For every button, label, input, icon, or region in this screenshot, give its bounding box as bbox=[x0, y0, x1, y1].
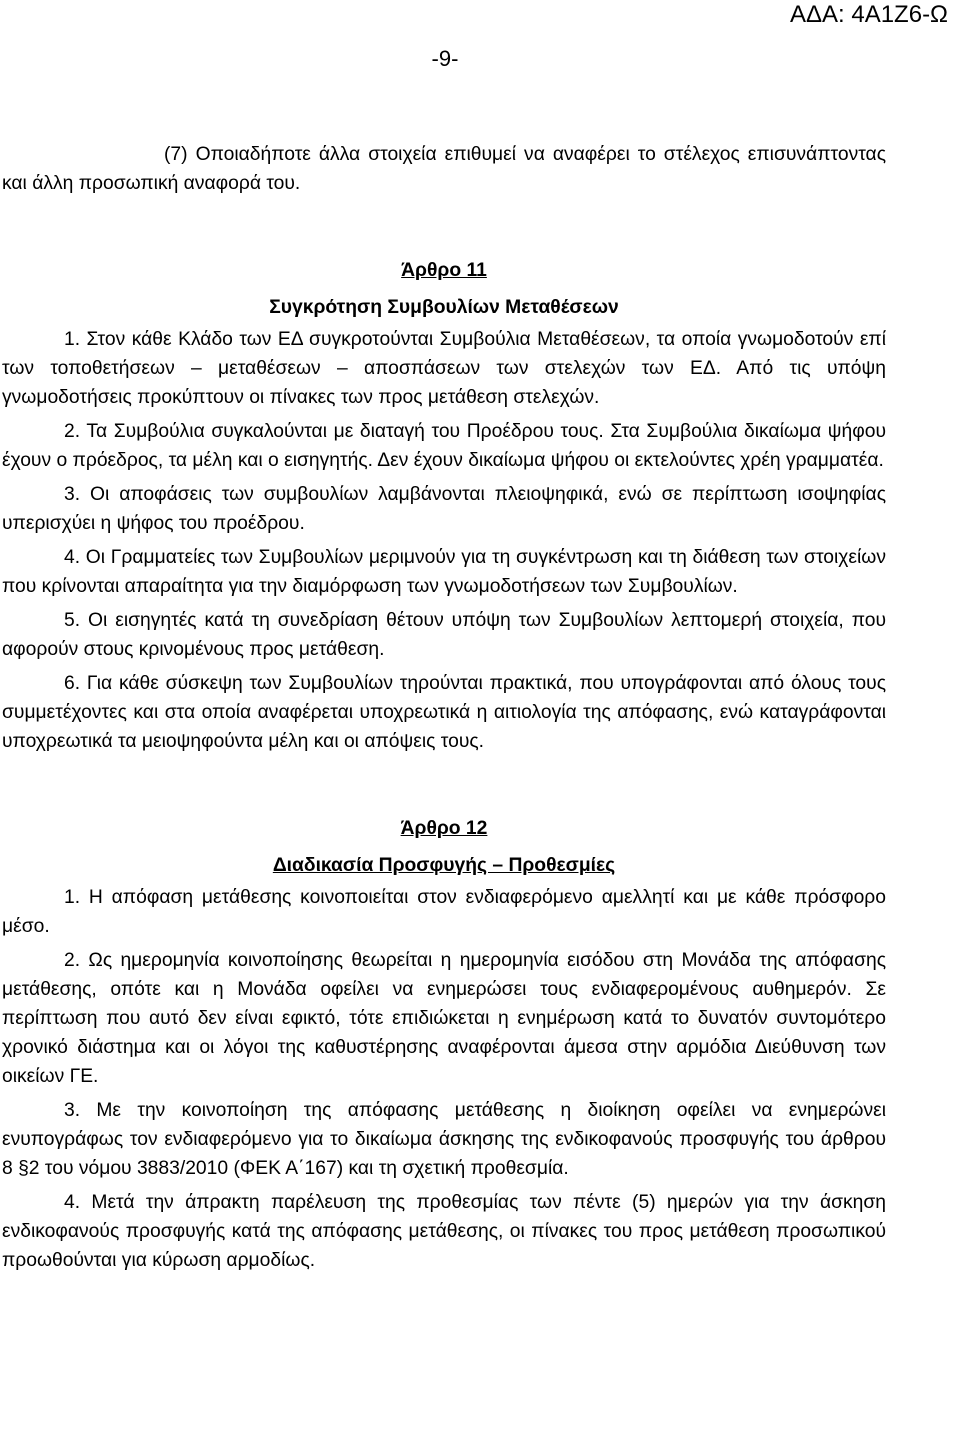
article-11-paragraph: 3. Οι αποφάσεις των συμβουλίων λαμβάνονται πλειοψηφικά, ενώ σε περίπτωση ισοψηφίας υπερισχύει η ψήφος του προέδρου. bbox=[2, 484, 886, 534]
article-11-subtitle: Συγκρότηση Συμβουλίων Μεταθέσεων bbox=[269, 297, 619, 318]
article-11-paragraph: 4. Οι Γραμματείες των Συμβουλίων μεριμνούν για τη συγκέντρωση και τη διάθεση των στοιχείων που κρίνονται απαραίτητα για την διαμόρφωση των γνωμοδοτήσεων των Συμβουλίων. bbox=[2, 547, 886, 597]
article-11-paragraph: 2. Τα Συμβούλια συγκαλούνται με διαταγή του Προέδρου τους. Στα Συμβούλια δικαίωμα ψήφου έχουν ο πρόεδρος, τα μέλη και ο εισηγητής. Δεν έχουν δικαίωμα ψήφου οι εκτελούντες χρέη γραμματέα. bbox=[2, 421, 886, 471]
article-12-paragraph: 4. Μετά την άπρακτη παρέλευση της προθεσμίας των πέντε (5) ημερών για την άσκηση ενδικοφανούς προσφυγής κατά της απόφασης μετάθεσης, οι πίνακες του προς μετάθεση προσωπικού προωθούνται για κύρωση αρμοδίως. bbox=[2, 1192, 886, 1271]
article-11-paragraph: 1. Στον κάθε Κλάδο των ΕΔ συγκροτούνται Συμβούλια Μεταθέσεων, τα οποία γνωμοδοτούν επί των τοποθετήσεων – μεταθέσεων – αποσπάσεων των στελεχών των ΕΔ. Από τις υπόψη γνωμοδοτήσεις προκύπτουν οι πίνακες των προς μετάθεση στελεχών. bbox=[2, 329, 886, 408]
article-11-title: Άρθρο 11 bbox=[401, 260, 487, 281]
article-12-paragraph: 1. Η απόφαση μετάθεσης κοινοποιείται στον ενδιαφερόμενο αμελλητί και με κάθε πρόσφορο μέσο. bbox=[2, 887, 886, 937]
article-12-title: Άρθρο 12 bbox=[400, 818, 488, 839]
page-number: -9- bbox=[431, 46, 459, 71]
article-11-paragraph: 5. Οι εισηγητές κατά τη συνεδρίαση θέτουν υπόψη των Συμβουλίων λεπτομερή στοιχεία, που αφορούν στους κρινομένους προς μετάθεση. bbox=[2, 610, 886, 660]
article-12-paragraph: 3. Με την κοινοποίηση της απόφασης μετάθεσης η διοίκηση οφείλει να ενημερώνει ενυπογράφως τον ενδιαφερόμενο για το δικαίωμα άσκησης της ενδικοφανούς προσφυγής του άρθρου 8 §2 του νόμου 3883/2010 (ΦΕΚ Α΄167) και τη σχετική προθεσμία. bbox=[2, 1100, 886, 1179]
article-12-paragraph: 2. Ως ημερομηνία κοινοποίησης θεωρείται η ημερομηνία εισόδου στη Μονάδα της απόφασης μετάθεσης, οπότε και η Μονάδα οφείλει να ενημερώσει τους ενδιαφερομένους αυθημερόν. Σε περίπτωση που αυτό δεν είναι εφικτό, τότε επιδιώκεται η ενημέρωση κατά το δυνατόν συντομότερο χρονικό διάστημα και οι λόγοι της καθυστέρησης αναφέρονται άμεσα στην αρμόδια Διεύθυνση των οικείων ΓΕ. bbox=[2, 950, 886, 1087]
article-11-paragraph: 6. Για κάθε σύσκεψη των Συμβουλίων τηρούνται πρακτικά, που υπογράφονται από όλους τους συμμετέχοντες και στα οποία αναφέρεται υποχρεωτικά η αιτιολογία της απόφασης, ενώ καταγράφονται υποχρεωτικά τα μειοψηφούντα μέλη και οι απόψεις τους. bbox=[2, 673, 886, 752]
article-12-subtitle: Διαδικασία Προσφυγής – Προθεσμίες bbox=[272, 855, 616, 876]
intro-item: (7) Οποιαδήποτε άλλα στοιχεία επιθυμεί να αναφέρει το στέλεχος επισυνάπτοντας και άλλη προσωπική αναφορά του. bbox=[2, 144, 886, 194]
document-body bbox=[2, 140, 886, 1275]
ada-code: ΑΔΑ: 4Α1Ζ6-Ω bbox=[789, 1, 948, 28]
